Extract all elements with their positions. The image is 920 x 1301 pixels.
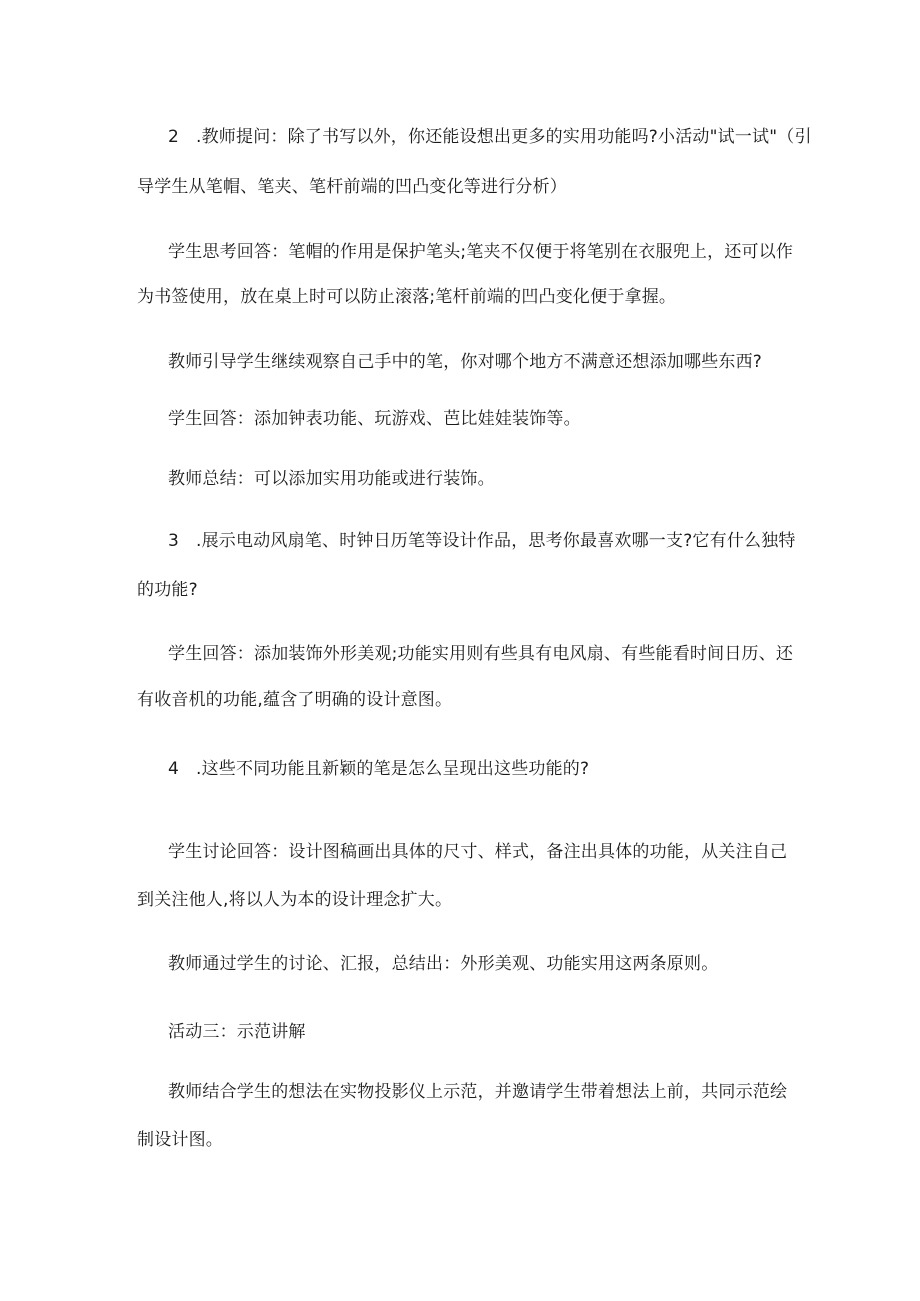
student-answer-line-1: 学生回答：添加装饰外形美观;功能实用则有些具有电风扇、有些能看时间日历、还 — [168, 644, 794, 664]
item-number: 2 — [168, 127, 180, 147]
teacher-guide-line: 教师引导学生继续观察自己手中的笔，你对哪个地方不满意还想添加哪些东西? — [168, 352, 763, 372]
paragraph-3-line-1 — [168, 529, 796, 553]
paragraph-text: .教师提问：除了书写以外，你还能设想出更多的实用功能吗?小活动"试一试"（引 — [196, 127, 812, 147]
student-answer-line-2: 为书签使用，放在桌上时可以防止滚落;笔杆前端的凹凸变化便于拿握。 — [137, 287, 677, 307]
student-answer-line-2: 有收音机的功能,蕴含了明确的设计意图。 — [137, 690, 453, 710]
teacher-demo-line-2: 制设计图。 — [137, 1130, 223, 1150]
paragraph-4-line-1 — [168, 757, 589, 781]
paragraph-2-line-2: 导学生从笔帽、笔夹、笔杆前端的凹凸变化等进行分析） — [137, 177, 567, 197]
student-discussion-line-2: 到关注他人,将以人为本的设计理念扩大。 — [137, 890, 453, 910]
activity-heading: 活动三：示范讲解 — [168, 1022, 306, 1042]
student-answer-line: 学生回答：添加钟表功能、玩游戏、芭比娃娃装饰等。 — [168, 409, 581, 429]
teacher-summary-line: 教师通过学生的讨论、汇报，总结出：外形美观、功能实用这两条原则。 — [168, 954, 719, 974]
paragraph-text: .展示电动风扇笔、时钟日历笔等设计作品，思考你最喜欢哪一支?它有什么独特 — [196, 531, 796, 551]
paragraph-2-line-1 — [168, 125, 812, 149]
item-number: 4 — [168, 759, 180, 779]
teacher-demo-line-1: 教师结合学生的想法在实物投影仪上示范，并邀请学生带着想法上前，共同示范绘 — [168, 1082, 788, 1102]
paragraph-3-line-2: 的功能? — [137, 580, 198, 600]
student-answer-line-1: 学生思考回答：笔帽的作用是保护笔头;笔夹不仅便于将笔别在衣服兜上，还可以作 — [168, 242, 794, 262]
student-discussion-line-1: 学生讨论回答：设计图稿画出具体的尺寸、样式，备注出具体的功能，从关注自己 — [168, 842, 788, 862]
paragraph-text: .这些不同功能且新颖的笔是怎么呈现出这些功能的? — [196, 759, 590, 779]
item-number: 3 — [168, 531, 180, 551]
teacher-summary-line: 教师总结：可以添加实用功能或进行装饰。 — [168, 469, 495, 489]
